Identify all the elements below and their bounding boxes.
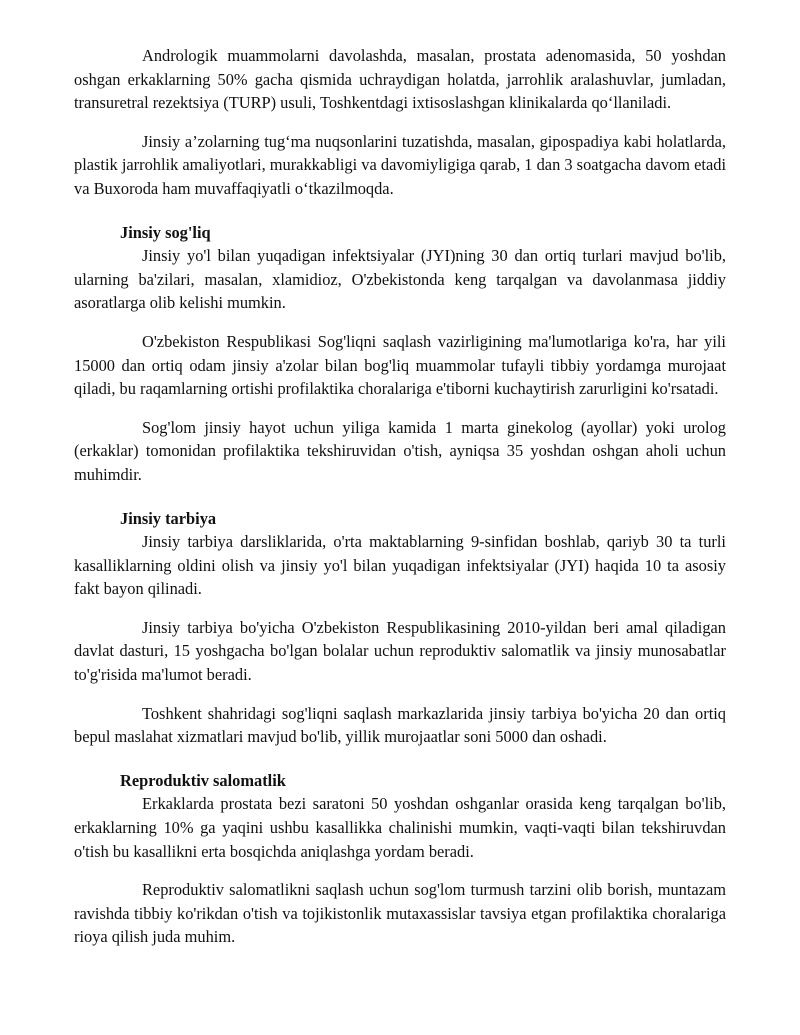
paragraph-tashkent-centers: Toshkent shahridagi sog'liqni saqlash markazlarida jinsiy tarbiya bo'yicha 20 dan ortiq bepul maslahat xizmatlari mavjud bo'lib, yillik murojaatlar soni 5000 dan oshadi. bbox=[74, 703, 726, 747]
paragraph-sti-types: Jinsiy yo'l bilan yuqadigan infektsiyalar (JYI)ning 30 dan ortiq turlari mavjud bo'lib, ularning ba'zilari, masalan, xlamidioz, O'zbekistonda keng tarqalgan va davolanmasa jiddiy asoratlarga olib kelishi mumkin. bbox=[74, 246, 726, 313]
paragraph-congenital-defects: Jinsiy a’zolarning tug‘ma nuqsonlarini tuzatishda, masalan, gipospadiya kabi holatlarda, plastik jarrohlik amaliyotlari, murakkabligi va davomiyligiga qarab, 1 dan 3 soatgacha davom etadi va Buxoroda ham muvaffaqiyatli o‘tkazilmoqda. bbox=[74, 131, 726, 198]
paragraph-healthy-lifestyle: Reproduktiv salomatlikni saqlash uchun sog'lom turmush tarzini olib borish, muntazam ravishda tibbiy ko'rikdan o'tish va tojikistonlik mutaxassislar tavsiya etgan profilaktika choralariga rioya qilish juda muhim. bbox=[74, 880, 726, 947]
paragraph-andrology-surgery: Andrologik muammolarni davolashda, masalan, prostata adenomasida, 50 yoshdan oshgan erkaklarning 50% gacha qismida uchraydigan holatda, jarrohlik aralashuvlar, jumladan, transuretral rezektsiya (TURP) usuli, Toshkentdagi ixtisoslashgan klinikalarda qo‘llaniladi. bbox=[74, 46, 726, 113]
section-heading-sex-education: Jinsiy tarbiya bbox=[120, 508, 217, 528]
paragraph-textbooks: Jinsiy tarbiya darsliklarida, o'rta maktablarning 9-sinfidan boshlab, qariyb 30 ta turli kasalliklarning oldini olish va jinsiy yo'l bilan yuqadigan infektsiyalar (JYI) haqida 10 ta asosiy fakt bayon qilinadi. bbox=[74, 532, 726, 599]
section-heading-reproductive-health: Reproduktiv salomatlik bbox=[120, 770, 286, 790]
paragraph-ministry-statistics: O'zbekiston Respublikasi Sog'liqni saqlash vazirligining ma'lumotlariga ko'ra, har yili 15000 dan ortiq odam jinsiy a'zolar bilan bog'liq muammolar tufayli tibbiy yordamga murojaat qiladi, bu raqamlarning ortishi profilaktika choralariga e'tiborni kuchaytirish zarurligini ko'rsatadi. bbox=[74, 331, 726, 399]
paragraph-prostate-cancer: Erkaklarda prostata bezi saratoni 50 yoshdan oshganlar orasida keng tarqalgan bo'lib, erkaklarning 10% ga yaqini ushbu kasallikka chalinishi mumkin, vaqti-vaqti bilan tekshiruvdan o'tish bu kasallikni erta bosqichda aniqlashga yordam beradi. bbox=[74, 794, 726, 861]
paragraph-state-program: Jinsiy tarbiya bo'yicha O'zbekiston Respublikasining 2010-yildan beri amal qiladigan davlat dasturi, 15 yoshgacha bo'lgan bolalar uchun reproduktiv salomatlik va jinsiy munosabatlar to'g'risida ma'lumot beradi. bbox=[74, 617, 726, 685]
paragraph-annual-checkup: Sog'lom jinsiy hayot uchun yiliga kamida 1 marta ginekolog (ayollar) yoki urolog (erkaklar) tomonidan profilaktika tekshiruvidan o'tish, ayniqsa 35 yoshdan oshgan aholi uchun muhimdir. bbox=[74, 417, 726, 484]
section-heading-sexual-health: Jinsiy sog'liq bbox=[120, 222, 211, 242]
